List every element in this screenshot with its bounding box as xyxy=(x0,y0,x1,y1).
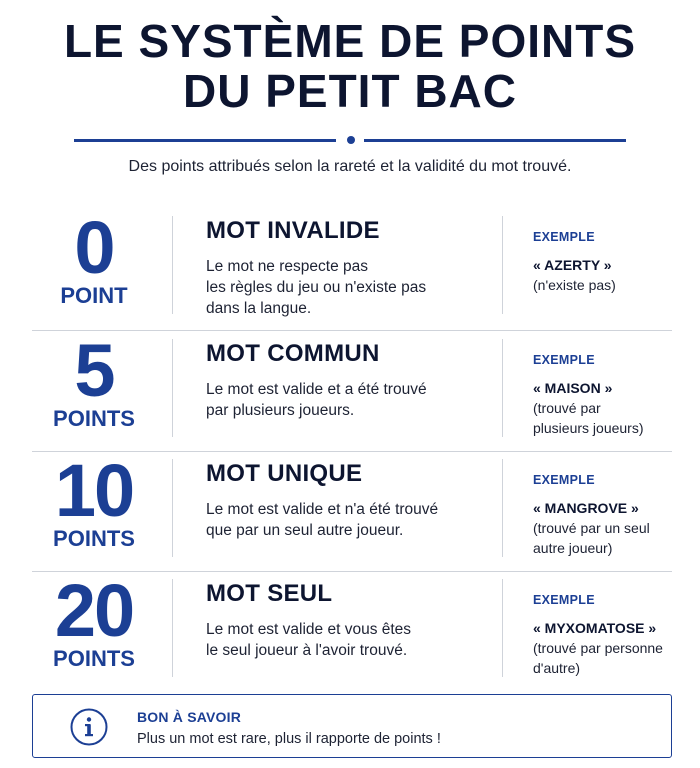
rule-text: Le mot est valide et n'a été trouvé que par un seul autre joueur. xyxy=(206,501,439,539)
rule-heading: MOT COMMUN xyxy=(206,340,380,367)
example-word: « MYXOMATOSE » xyxy=(533,620,657,636)
column-separator xyxy=(172,339,173,437)
rule-text: Le mot est valide et vous êtes le seul joueur à l'avoir trouvé. xyxy=(206,621,412,659)
points-row-10 xyxy=(32,451,672,571)
column-separator xyxy=(172,459,173,557)
points-value: 10 xyxy=(54,449,134,532)
divider-line-right xyxy=(364,139,626,142)
points-row-5 xyxy=(32,331,672,451)
example-note: (trouvé par plusieurs joueurs) xyxy=(533,400,644,436)
tip-box xyxy=(32,694,672,758)
rule-heading: MOT UNIQUE xyxy=(206,460,363,487)
example-label: EXEMPLE xyxy=(533,473,595,487)
title-line-2: DU PETIT BAC xyxy=(183,65,517,117)
column-separator xyxy=(502,339,503,437)
points-unit: POINT xyxy=(60,283,128,308)
rule-text: Le mot est valide et a été trouvé par plusieurs joueurs. xyxy=(206,381,427,419)
divider-dot xyxy=(347,136,355,144)
example-word: « MAISON » xyxy=(533,380,613,396)
title-divider xyxy=(74,136,626,146)
points-block xyxy=(32,208,156,328)
rule-text: Le mot ne respecte pas les règles du jeu ou n'existe pas dans la langue. xyxy=(206,258,427,317)
points-unit: POINTS xyxy=(53,526,135,551)
example-block xyxy=(533,230,678,295)
column-separator xyxy=(172,216,173,314)
example-label: EXEMPLE xyxy=(533,593,595,607)
points-block xyxy=(32,571,156,691)
info-icon xyxy=(69,707,109,747)
column-separator xyxy=(502,216,503,314)
rule-heading: MOT INVALIDE xyxy=(206,217,380,244)
points-value: 20 xyxy=(54,569,134,652)
title-line-1: LE SYSTÈME DE POINTS xyxy=(63,15,637,67)
rule-description xyxy=(206,218,496,319)
subtitle: Des points attribués selon la rareté et la validité du mot trouvé. xyxy=(128,158,572,175)
example-word: « AZERTY » xyxy=(533,257,612,273)
example-block xyxy=(533,593,678,678)
example-block xyxy=(533,353,678,438)
points-row-0 xyxy=(32,208,672,328)
page-title xyxy=(0,16,700,116)
divider-line-left xyxy=(74,139,336,142)
points-unit: POINTS xyxy=(53,406,135,431)
rule-description xyxy=(206,581,496,661)
example-note: (trouvé par personne d'autre) xyxy=(533,640,663,676)
column-separator xyxy=(502,459,503,557)
points-unit: POINTS xyxy=(53,646,135,671)
example-label: EXEMPLE xyxy=(533,230,595,244)
tip-label: BON À SAVOIR xyxy=(137,709,242,725)
rule-description xyxy=(206,461,496,541)
example-note: (n'existe pas) xyxy=(533,277,616,293)
example-word: « MANGROVE » xyxy=(533,500,639,516)
column-separator xyxy=(172,579,173,677)
rule-heading: MOT SEUL xyxy=(206,580,333,607)
points-value: 0 xyxy=(74,206,114,289)
points-block xyxy=(32,331,156,451)
example-label: EXEMPLE xyxy=(533,353,595,367)
column-separator xyxy=(502,579,503,677)
example-note: (trouvé par un seul autre joueur) xyxy=(533,520,650,556)
rule-description xyxy=(206,341,496,421)
points-value: 5 xyxy=(74,329,114,412)
points-row-20 xyxy=(32,571,672,691)
tip-text: Plus un mot est rare, plus il rapporte de points ! xyxy=(137,731,441,747)
points-block xyxy=(32,451,156,571)
example-block xyxy=(533,473,678,558)
